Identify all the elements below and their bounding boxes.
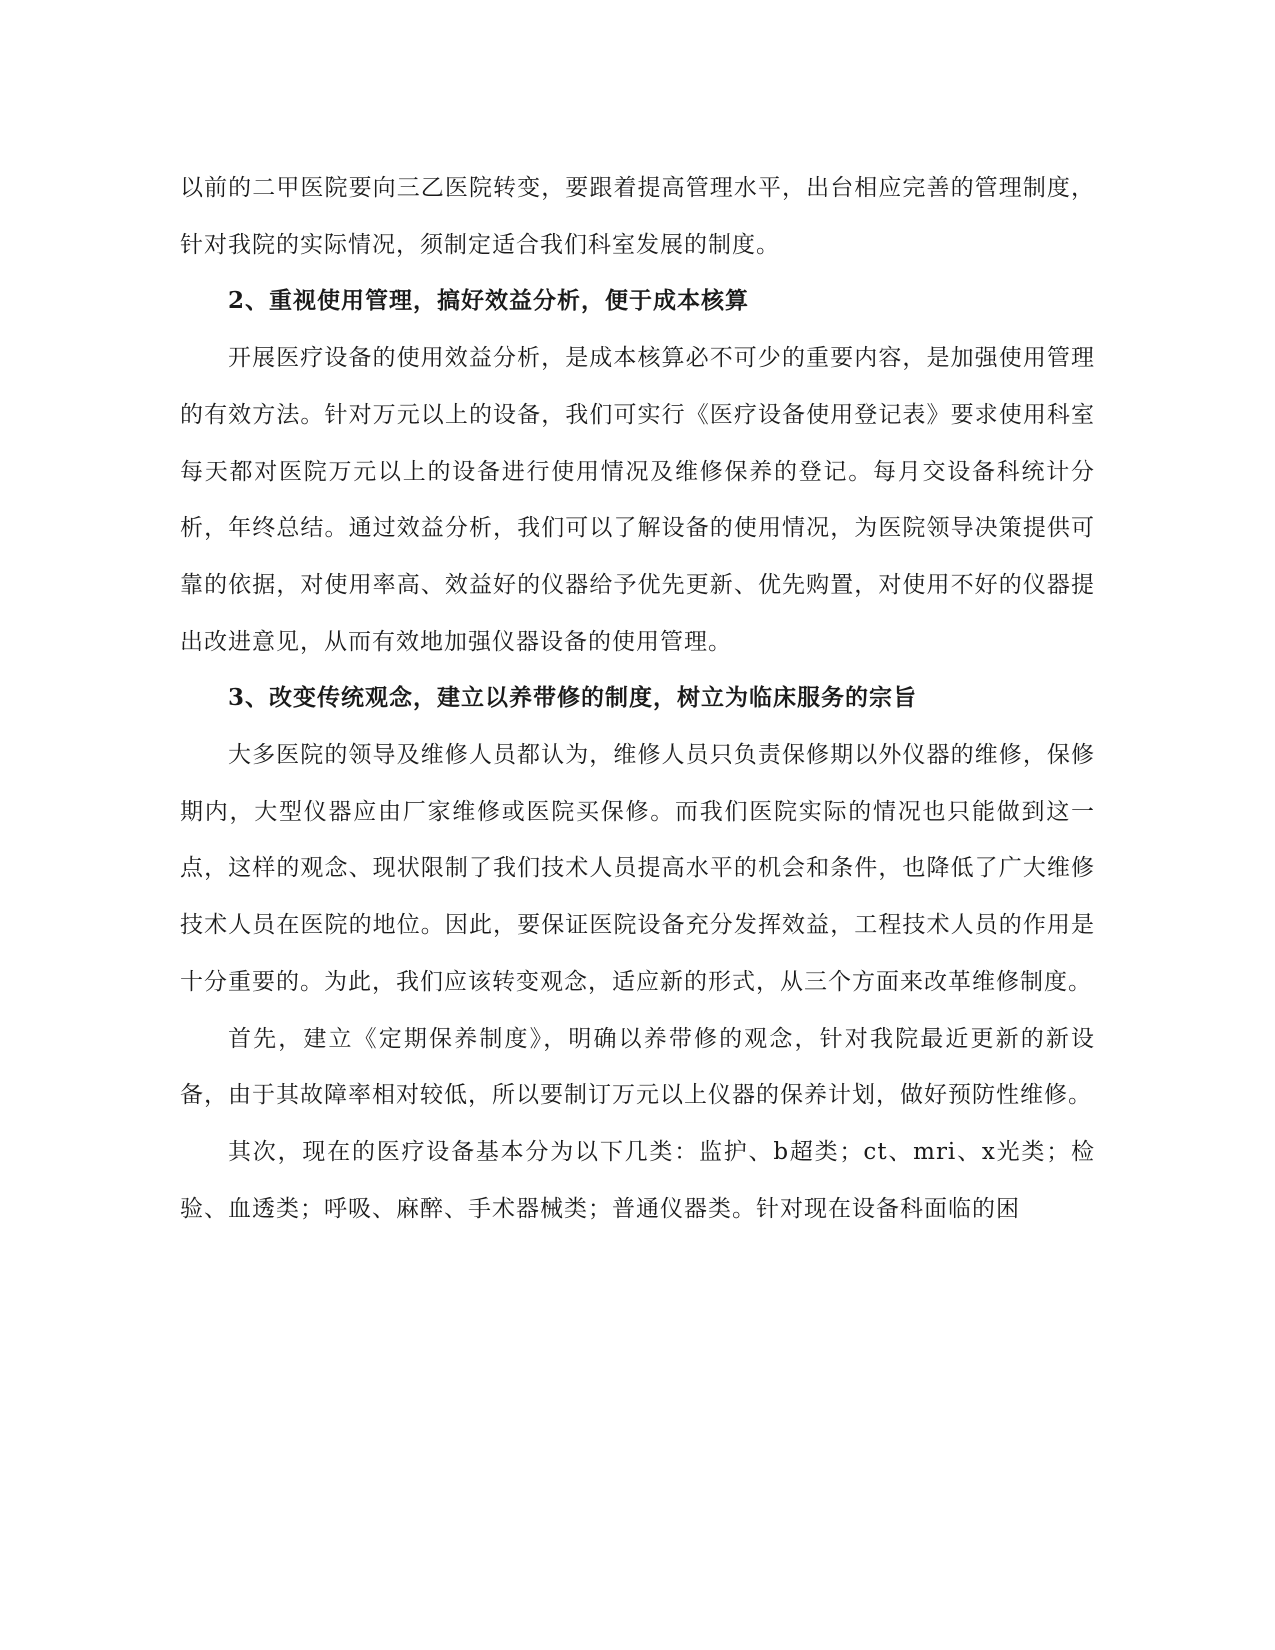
paragraph-maintenance-staff: 大多医院的领导及维修人员都认为，维修人员只负责保修期以外仪器的维修，保修期内，大型仪器应由厂家维修或医院买保修。而我们医院实际的情况也只能做到这一点，这样的观念、现状限制了我们技术人员提高水平的机会和条件，也降低了广大维修技术人员在医院的地位。因此，要保证医院设备充分发挥效益，工程技术人员的作用是十分重要的。为此，我们应该转变观念，适应新的形式，从三个方面来改革维修制度。: [180, 742, 1095, 995]
section-heading-usage-management: 2、重视使用管理，搞好效益分析，便于成本核算: [228, 287, 750, 315]
document-page: [180, 160, 1095, 1237]
paragraph-second-measure: 其次，现在的医疗设备基本分为以下几类：监护、b超类；ct、mri、x光类；检验、血透类；呼吸、麻醉、手术器械类；普通仪器类。针对现在设备科面临的困: [180, 1138, 1095, 1222]
paragraph-management-intro: 以前的二甲医院要向三乙医院转变，要跟着提高管理水平，出台相应完善的管理制度，针对我院的实际情况，须制定适合我们科室发展的制度。: [180, 175, 1095, 258]
paragraph-benefit-analysis: 开展医疗设备的使用效益分析，是成本核算必不可少的重要内容，是加强使用管理的有效方法。针对万元以上的设备，我们可实行《医疗设备使用登记表》要求使用科室每天都对医院万元以上的设备进行使用情况及维修保养的登记。每月交设备科统计分析，年终总结。通过效益分析，我们可以了解设备的使用情况，为医院领导决策提供可靠的依据，对使用率高、效益好的仪器给予优先更新、优先购置，对使用不好的仪器提出改进意见，从而有效地加强仪器设备的使用管理。: [180, 345, 1095, 655]
section-heading-maintenance-concept: 3、改变传统观念，建立以养带修的制度，树立为临床服务的宗旨: [228, 684, 918, 712]
paragraph-first-measure: 首先，建立《定期保养制度》，明确以养带修的观念，针对我院最近更新的新设备，由于其故障率相对较低，所以要制订万元以上仪器的保养计划，做好预防性维修。: [180, 1025, 1095, 1109]
